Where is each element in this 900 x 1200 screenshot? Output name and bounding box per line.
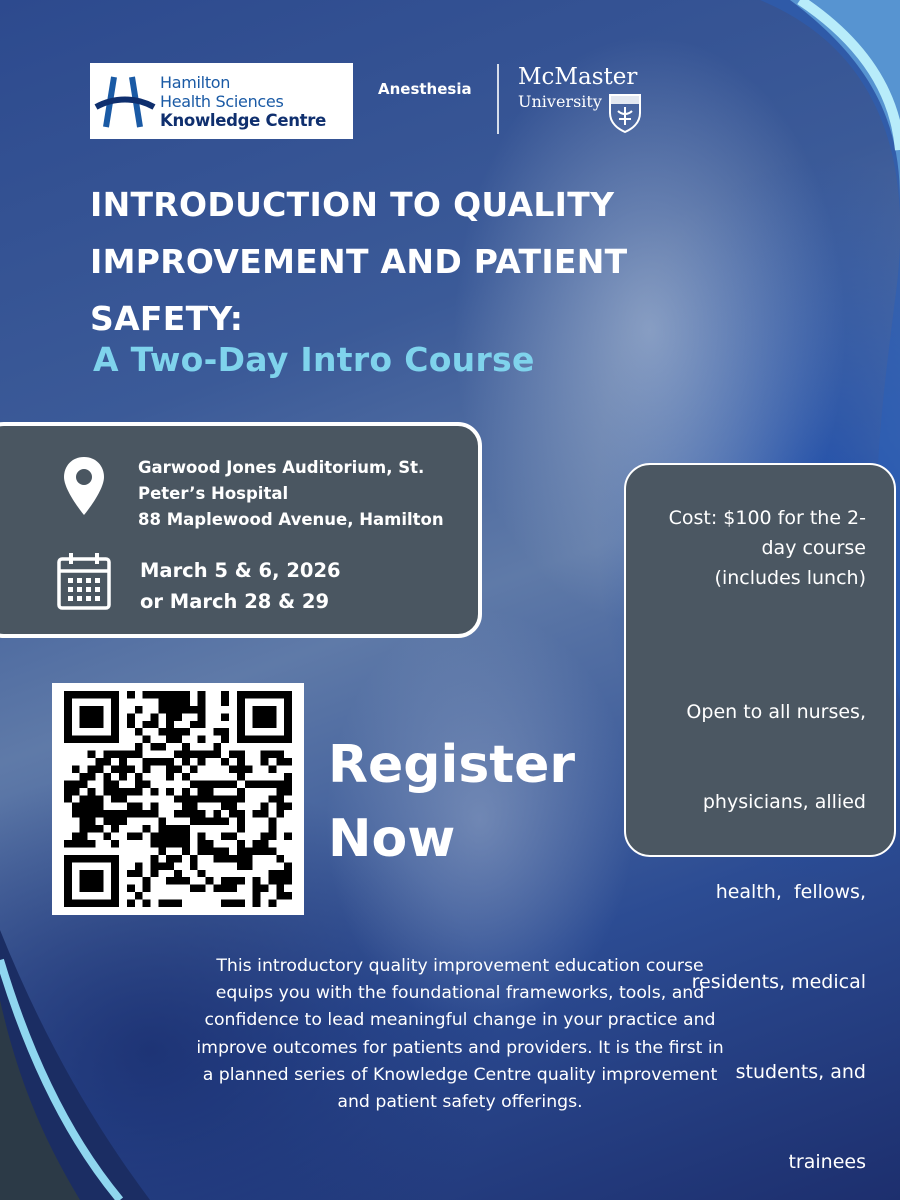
description-line-1: This introductory quality improvement education course	[216, 956, 704, 976]
audience-line-4: residents, medical	[691, 971, 866, 993]
mcmaster-university: University	[518, 92, 602, 111]
event-dates	[140, 555, 341, 617]
description-line-3: confidence to lead meaningful change in your practice and	[204, 1010, 716, 1031]
cost-line-3: (includes lunch)	[714, 567, 866, 589]
course-cost	[640, 503, 866, 593]
event-location	[138, 455, 468, 533]
mcmaster-name: McMaster	[518, 64, 638, 90]
description-line-6: and patient safety offerings.	[337, 1092, 583, 1113]
course-subtitle: A Two-Day Intro Course	[93, 340, 535, 379]
cost-line-1: Cost: $100 for the 2-	[668, 507, 866, 529]
hhs-line-knowledge-centre: Knowledge Centre	[160, 110, 326, 130]
dates-line-2: or March 28 & 29	[140, 590, 330, 613]
audience-line-6: trainees	[788, 1151, 866, 1173]
register-now-callout	[328, 728, 575, 876]
register-line-1: Register	[328, 735, 576, 795]
dates-line-1: March 5 & 6, 2026	[140, 559, 341, 582]
calendar-icon	[56, 551, 112, 611]
audience-line-3: health, fellows,	[715, 881, 866, 903]
description-line-5: a planned series of Knowledge Centre quality improvement	[202, 1064, 718, 1085]
course-description	[160, 953, 760, 1116]
location-pin-icon	[62, 455, 106, 517]
course-title	[90, 176, 690, 347]
location-line-2: Peter’s Hospital	[138, 484, 289, 503]
department-label: Anesthesia	[378, 80, 472, 98]
title-line-3: SAFETY:	[90, 299, 244, 338]
hhs-logo-mark-icon	[94, 71, 156, 131]
audience-line-2: physicians, allied	[702, 791, 866, 813]
hhs-knowledge-centre-logo	[90, 63, 353, 139]
location-line-1: Garwood Jones Auditorium, St.	[138, 458, 425, 477]
audience-line-1: Open to all nurses,	[686, 701, 866, 723]
registration-qr-code[interactable]	[52, 683, 304, 915]
register-line-2: Now	[328, 809, 456, 869]
title-line-2: IMPROVEMENT AND PATIENT	[90, 242, 628, 281]
hhs-line-health-sciences: Health Sciences	[160, 91, 284, 111]
description-line-4: improve outcomes for patients and providers. It is the first in	[196, 1037, 724, 1058]
qr-code-pattern	[64, 691, 292, 907]
description-line-2: equips you with the foundational frameworks, tools, and	[215, 983, 705, 1004]
audience-line-5: students, and	[735, 1061, 866, 1083]
mcmaster-crest-icon	[608, 93, 642, 133]
qr-modules	[64, 691, 292, 907]
location-line-3: 88 Maplewood Avenue, Hamilton	[138, 510, 444, 529]
title-line-1: INTRODUCTION TO QUALITY	[90, 185, 615, 224]
cost-line-2: day course	[761, 537, 866, 559]
hhs-line-hamilton: Hamilton	[160, 72, 231, 92]
logo-divider	[497, 64, 499, 134]
